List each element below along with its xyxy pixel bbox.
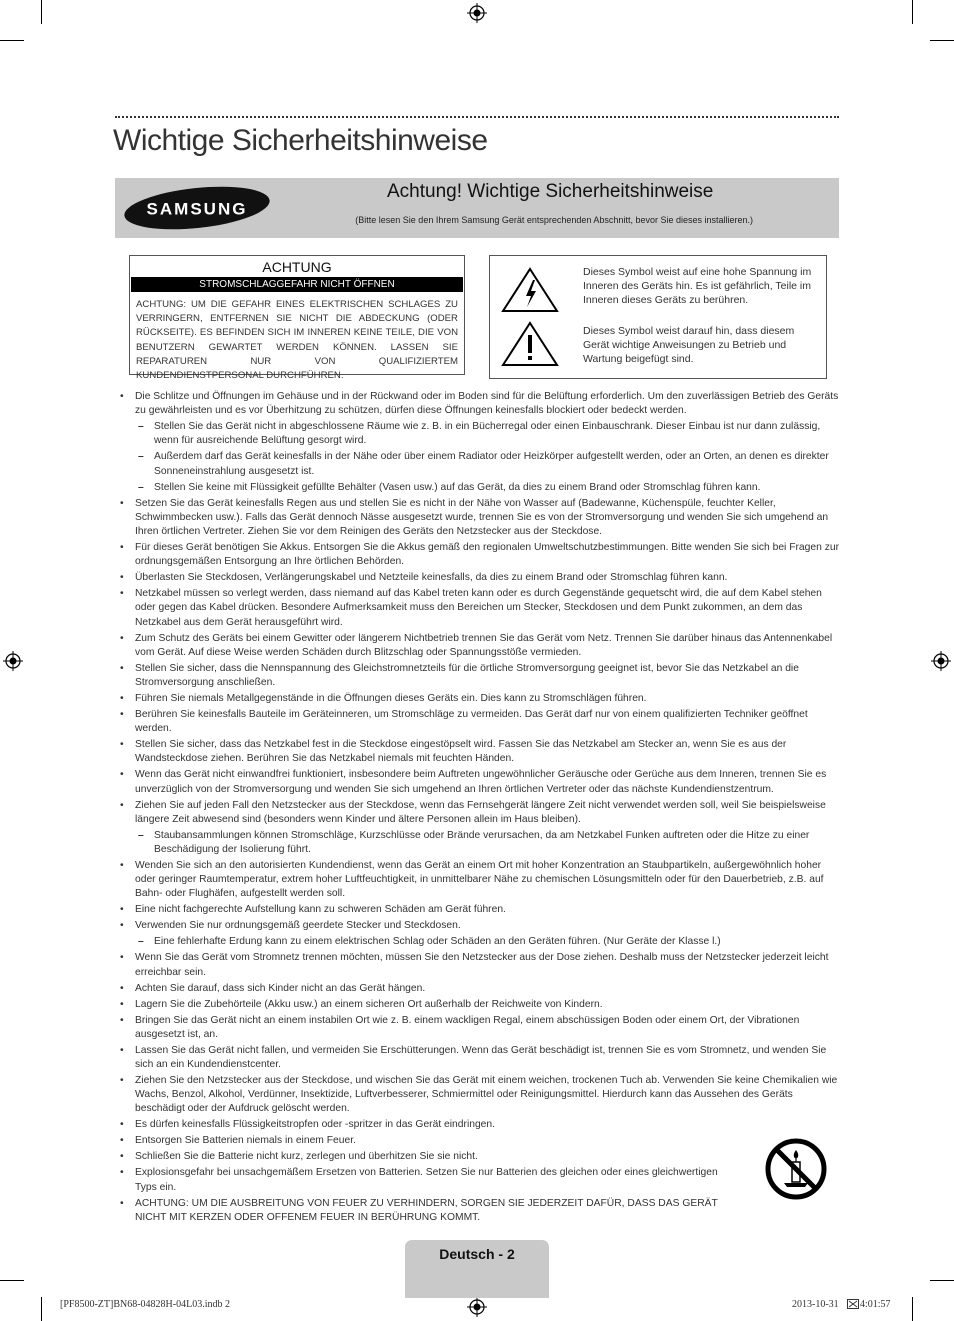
- list-subitem: – Staubansammlungen können Stromschläge, Kurzschlüsse oder Brände verursachen, da am Netzkabel Funken auftreten oder die Hitze zu einer Beschädigung der Isolierung führt.: [119, 829, 839, 857]
- symbol-description: Dieses Symbol weist auf eine hohe Spannung im Inneren des Geräts hin. Es ist gefährlich, Teile im Inneren dieses Geräts zu berühren.: [583, 266, 812, 306]
- crop-mark: [0, 40, 24, 41]
- list-item: • Stellen Sie sicher, dass das Netzkabel fest in die Steckdose eingestöpselt wird. Fassen Sie das Netzkabel am Stecker an, wenn Sie es aus der Wandsteckdose ziehen. Berühren Sie das Netzkabel niemals mit feuchten Händen.: [119, 738, 839, 766]
- list-item: • ACHTUNG: UM DIE AUSBREITUNG VON FEUER ZU VERHINDERN, SORGEN SIE JEDERZEIT DAFÜR, DASS DAS GERÄT NICHT MIT KERZEN ODER OFFENEM FEUER IN BERÜHRUNG KOMMT.: [119, 1197, 839, 1225]
- list-item: • Bringen Sie das Gerät nicht an einem instabilen Ort wie z. B. einem wackligen Regal, einem abschüssigen Boden oder einem Ort, der Vibrationen ausgesetzt ist, an.: [119, 1014, 839, 1042]
- no-candle-icon: [764, 1137, 828, 1201]
- exclamation-warning-icon: [500, 320, 560, 368]
- crop-mark: [912, 1297, 913, 1321]
- warning-heading: ACHTUNG: [262, 259, 332, 275]
- header-banner: [115, 178, 839, 238]
- list-item: • Wenden Sie sich an den autorisierten Kundendienst, wenn das Gerät an einem Ort mit hoher Konzentration an Staubpartikeln, außergewöhnlich hoher oder geringer Raumtemperatur, extrem hoher Luftfeuchtigkeit, in unmittelbarer Nähe zu chemischen Lösungsmitteln oder für den Dauerbetrieb, z.B. auf Bahn- oder Flughäfen, aufgestellt werden soll.: [119, 859, 839, 902]
- page-number-tab: [405, 1240, 549, 1298]
- symbol-legend-box: [489, 255, 827, 379]
- safety-instruction-list: [119, 390, 839, 1227]
- crosshair-registration-icon: [467, 1297, 487, 1317]
- list-item: • Achten Sie darauf, dass sich Kinder nicht an das Gerät hängen.: [119, 982, 839, 996]
- crop-mark: [0, 1280, 24, 1281]
- footer-file-info: [PF8500-ZT]BN68-04828H-04L03.indb 2: [60, 1299, 230, 1310]
- warning-subheading: STROMSCHLAGGEFAHR NICHT ÖFFNEN: [131, 277, 463, 292]
- crosshair-registration-icon: [467, 3, 487, 23]
- crosshair-registration-icon: [931, 651, 951, 671]
- samsung-logo: [123, 185, 271, 231]
- list-subitem: – Außerdem darf das Gerät keinesfalls in der Nähe oder über einem Radiator oder Heizkörper aufgestellt werden, oder an Orten, an denen es direkter Sonneneinstrahlung ausgesetzt ist.: [119, 450, 839, 478]
- list-item: • Die Schlitze und Öffnungen im Gehäuse und in der Rückwand oder im Boden sind für die Belüftung erforderlich. Um den zuverlässigen Betrieb des Geräts zu gewährleisten und es vor Überhitzung zu schützen, dürfen diese Öffnungen keinesfalls blockiert oder bedeckt werden.: [119, 390, 839, 418]
- crop-mark: [41, 0, 42, 24]
- list-item: • Zum Schutz des Geräts bei einem Gewitter oder längerem Nichtbetrieb trennen Sie das Gerät vom Netz. Trennen Sie darüber hinaus das Antennenkabel vom Gerät. Auf diese Weise werden Schäden durch Blitzschlag oder Spannungsstöße vermieden.: [119, 632, 839, 660]
- footer-date: 2013-10-31: [792, 1299, 839, 1310]
- list-item: • Explosionsgefahr bei unsachgemäßem Ersetzen von Batterien. Setzen Sie nur Batterien des gleichen oder eines gleichwertigen Typs ein.: [119, 1166, 839, 1194]
- footer-time: 4:01:57: [860, 1299, 891, 1310]
- list-item: • Lagern Sie die Zubehörteile (Akku usw.) an einem sicheren Ort außerhalb der Reichweite von Kindern.: [119, 998, 839, 1012]
- banner-title: Achtung! Wichtige Sicherheitshinweise: [387, 181, 714, 202]
- symbol-description: Dieses Symbol weist darauf hin, dass diesem Gerät wichtige Anweisungen zu Betrieb und Wartung beigefügt sind.: [583, 325, 795, 365]
- list-item: • Lassen Sie das Gerät nicht fallen, und vermeiden Sie Erschütterungen. Wenn das Gerät beschädigt ist, trennen Sie es vom Stromnetz, und wenden Sie sich an ein Kundendienstcenter.: [119, 1044, 839, 1072]
- banner-subtitle: (Bitte lesen Sie den Ihrem Samsung Gerät entsprechenden Abschnitt, bevor Sie dieses installieren.): [355, 215, 753, 225]
- lightning-warning-icon: [500, 266, 560, 314]
- list-item: • Setzen Sie das Gerät keinesfalls Regen aus und stellen Sie es nicht in der Nähe von Wasser auf (Badewanne, Küchenspüle, feuchter Keller, Schwimmbecken usw.). Falls das Gerät dennoch Nässe ausgesetzt wurde, trennen Sie es von der Stromversorgung und wenden Sie sich umgehend an Ihren örtlichen Vertreter. Ziehen Sie vor dem Reinigen des Geräts den Netzstecker aus der Steckdose.: [119, 497, 839, 540]
- list-item: • Wenn Sie das Gerät vom Stromnetz trennen möchten, müssen Sie den Netzstecker aus der Dose ziehen. Deshalb muss der Netzstecker jederzeit leicht erreichbar sein.: [119, 951, 839, 979]
- list-item: • Verwenden Sie nur ordnungsgemäß geerdete Stecker und Steckdosen.: [119, 919, 839, 933]
- list-item: • Eine nicht fachgerechte Aufstellung kann zu schweren Schäden am Gerät führen.: [119, 903, 839, 917]
- list-item: • Wenn das Gerät nicht einwandfrei funktioniert, insbesondere beim Auftreten ungewöhnlicher Geräusche oder Gerüche aus dem Inneren, trennen Sie es unverzüglich von der Stromversorgung und wenden Sie sich umgehend an Ihren örtlichen Vertreter oder das nächste Kundendienstzentrum.: [119, 768, 839, 796]
- crop-mark: [41, 1297, 42, 1321]
- list-item: • Ziehen Sie den Netzstecker aus der Steckdose, und wischen Sie das Gerät mit einem weichen, trockenen Tuch ab. Verwenden Sie keine Chemikalien wie Wachs, Benzol, Alkohol, Verdünner, Insektizide, Luftverbesserer, Schmiermittel oder Reinigungsmittel. Hierdurch kann das Aussehen des Geräts beschädigt oder der Aufdruck gelöscht werden.: [119, 1074, 839, 1117]
- list-subitem: – Eine fehlerhafte Erdung kann zu einem elektrischen Schlag oder Schäden an den Geräten führen. (Nur Geräte der Klasse l.): [119, 935, 839, 949]
- footer-clock-symbol: [847, 1299, 859, 1311]
- clock-glyph-icon: [847, 1299, 859, 1309]
- warning-text: ACHTUNG: UM DIE GEFAHR EINES ELEKTRISCHEN SCHLAGES ZU VERRINGERN, ENTFERNEN SIE NICHT DIE ABDECKUNG (ODER RÜCKSEITE). ES BEFINDEN SICH IM INNEREN KEINE TEILE, DIE VON BENUTZERN GEWARTET WERDEN KÖNNEN. LASSEN SIE REPARATUREN NUR VON QUALIFIZIERTEM KUNDENDIENSTPERSONAL DURCHFÜHREN.: [136, 299, 458, 382]
- page-number: Deutsch - 2: [439, 1246, 515, 1262]
- list-item: • Netzkabel müssen so verlegt werden, dass niemand auf das Kabel treten kann oder es durch Gegenstände gequetscht wird, die auf dem Kabel stehen oder gegen das Kabel drücken. Besondere Aufmerksamkeit muss den Bereichen um Stecker, Steckdosen und dem Punkt zukommen, an dem das Netzkabel aus dem Gerät herausgeführt wird.: [119, 587, 839, 630]
- crop-mark: [930, 40, 954, 41]
- crosshair-registration-icon: [3, 651, 23, 671]
- list-item: • Stellen Sie sicher, dass die Nennspannung des Gleichstromnetzteils für die örtliche Stromversorgung geeignet ist, bevor Sie das Netzkabel an die Stromversorgung anschließen.: [119, 662, 839, 690]
- crop-mark: [912, 0, 913, 24]
- crop-mark: [930, 1280, 954, 1281]
- list-item: • Berühren Sie keinesfalls Bauteile im Geräteinneren, um Stromschläge zu vermeiden. Das Gerät darf nur von einem qualifizierten Techniker geöffnet werden.: [119, 708, 839, 736]
- list-item: • Es dürfen keinesfalls Flüssigkeitstropfen oder -spritzer in das Gerät eindringen.: [119, 1118, 839, 1132]
- list-item: • Überlasten Sie Steckdosen, Verlängerungskabel und Netzteile keinesfalls, da dies zu einem Brand oder Stromschlag führen kann.: [119, 571, 839, 585]
- list-subitem: – Stellen Sie keine mit Flüssigkeit gefüllte Behälter (Vasen usw.) auf das Gerät, da dies zu einem Brand oder Stromschlag führen kann.: [119, 481, 839, 495]
- list-item: • Ziehen Sie auf jeden Fall den Netzstecker aus der Steckdose, wenn das Fernsehgerät längere Zeit nicht verwendet werden soll, weil Sie beispielsweise längere Zeit abwesend sind (besonders wenn Kinder und ältere Personen allein im Haus bleiben).: [119, 799, 839, 827]
- shock-warning-box: [129, 255, 465, 382]
- list-item: • Entsorgen Sie Batterien niemals in einem Feuer.: [119, 1134, 839, 1148]
- logo-text: SAMSUNG: [146, 199, 248, 219]
- list-subitem: – Stellen Sie das Gerät nicht in abgeschlossene Räume wie z. B. in ein Bücherregal oder einen Einbauschrank. Dieser Einbau ist nur dann zulässig, wenn für ausreichende Belüftung gesorgt wird.: [119, 420, 839, 448]
- list-item: • Schließen Sie die Batterie nicht kurz, zerlegen und überhitzen Sie sie nicht.: [119, 1150, 839, 1164]
- list-item: • Für dieses Gerät benötigen Sie Akkus. Entsorgen Sie die Akkus gemäß den regionalen Umweltschutzbestimmungen. Bitte wenden Sie sich bei Fragen zur ordnungsgemäßen Entsorgung an Ihre örtlichen Behörden.: [119, 541, 839, 569]
- title-divider: [115, 116, 839, 118]
- list-item: • Führen Sie niemals Metallgegenstände in die Öffnungen dieses Geräts ein. Dies kann zu Stromschlägen führen.: [119, 692, 839, 706]
- page-title: Wichtige Sicherheitshinweise: [113, 124, 488, 157]
